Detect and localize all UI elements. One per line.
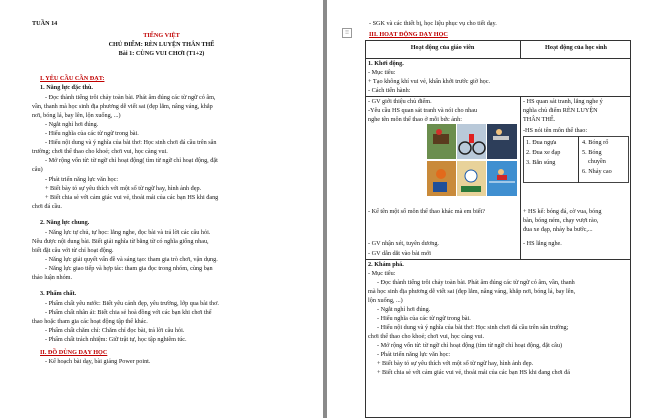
table-divider (365, 259, 631, 260)
text-line: trường; chơi thể thao cho khoẻ; chơi vui, học càng vui. (32, 148, 168, 155)
text-line: + Biết bày tỏ sự yêu thích với một số từ ngữ hay, hình ảnh đẹp. (377, 360, 534, 367)
table-divider (520, 96, 521, 259)
text-line: - SGK và các thiết bị, học liệu phục vụ cho tiết dạy. (369, 20, 497, 27)
text-line: + Biết bày tỏ sự yêu thích với một số từ ngữ hay, hình ảnh đẹp. (45, 185, 202, 192)
sport-item: 3. Bắn súng (526, 159, 556, 166)
subsection-heading: 3. Phẩm chất. (40, 290, 77, 297)
text-line: - Mục tiêu: (368, 270, 396, 277)
document-page-left (0, 0, 323, 418)
text-line: - Hiểu nghĩa của các từ ngữ trong bài. (377, 315, 471, 322)
subsection-heading: 1. Năng lực đặc thù. (40, 84, 93, 91)
text-line: - Năng lực giải quyết vấn đề và sáng tạo: tham gia trò chơi, vận dụng. (45, 256, 218, 263)
text-line: - Hiểu nội dung và ý nghĩa của bài thơ: Học sinh chơi đá cầu trên sân (45, 139, 217, 146)
text-line: vần, thanh mà học sinh địa phương dễ viết sai (đẹp lắm, nâng váng, khắp (32, 103, 213, 110)
text-line: - HS lắng nghe. (523, 240, 562, 247)
subject-title: TIẾNG VIỆT (143, 32, 180, 39)
document-page-right (327, 0, 650, 418)
text-line: biết đặt câu với từ chỉ hoạt động. (32, 247, 114, 254)
table-divider (578, 136, 579, 183)
table-move-handle[interactable]: ⁝⁝ (342, 28, 352, 38)
text-line: - Kể tên một số môn thể thao khác mà em biết? (368, 208, 486, 215)
text-line: nghe tên môn thể thao ở mỗi bức ảnh: (368, 116, 462, 123)
activity-title: 1. Khởi động. (368, 60, 404, 67)
subsection-heading: 2. Năng lực chung. (40, 219, 90, 226)
text-line: lộn xuống, ...) (368, 297, 403, 304)
column-header-student: Hoạt động của học sinh (545, 44, 607, 51)
column-header-teacher: Hoạt động của giáo viên (410, 44, 475, 51)
sport-item: 6. Nhảy cao (582, 168, 612, 175)
section-heading: II. ĐỒ DÙNG DẠY HỌC (40, 349, 108, 356)
activity-title: 2. Khám phá. (368, 261, 404, 268)
text-line: + HS kể: bóng đá, cờ vua, bóng (523, 208, 602, 215)
text-line: - GV giới thiệu chủ điểm. (368, 98, 432, 105)
sport-item: 5. Bóng (582, 149, 602, 156)
week-label: TUẦN 14 (32, 20, 58, 27)
text-line: chơi đá cầu. (32, 203, 62, 210)
text-line: - Năng lực giao tiếp và hợp tác: tham gia đọc trong nhóm, cùng bạn (45, 265, 213, 272)
text-line: - Kế hoạch bài dạy, bài giảng Power point. (45, 358, 151, 365)
text-line: chơi thể thao cho khoẻ; chơi vui, học càng vui. (368, 333, 484, 340)
text-line: thảo luận nhóm. (32, 274, 73, 281)
text-line: mà học sinh địa phương dễ viết sai (đẹp lắm, nâng váng, khắp nơi, bóng lá, bay lên, (368, 288, 576, 295)
theme-title: CHỦ ĐIỂM: RÈN LUYỆN THÂN THỂ (108, 41, 215, 48)
text-line: - Phẩm chất trách nhiệm: Giữ trật tự, học tập nghiêm túc. (45, 336, 187, 343)
section-heading: I. YÊU CẦU CẦN ĐẠT: (40, 75, 105, 82)
text-line: + Tạo không khí vui vẻ, khấn khởi trước giờ học. (368, 78, 491, 85)
text-line: - Hiểu nội dung và ý nghĩa của bài thơ: Học sinh chơi đá cầu trên sân trường; (377, 324, 569, 331)
text-line: - Năng lực tự chủ, tự học: lắng nghe, đọc bài và trả lời các câu hỏi. (45, 229, 211, 236)
text-line: - GV dẫn dắt vào bài mới (368, 250, 431, 257)
text-line: - HS quan sát tranh, lắng nghe ý (523, 98, 603, 105)
text-line: - Phẩm chất chăm chỉ: Chăm chỉ đọc bài, trả lời câu hỏi. (45, 327, 185, 334)
text-line: THÂN THỂ. (523, 116, 556, 123)
text-line: + Biết chia sẻ với cảm giác vui vẻ, thoải mái của các bạn HS khi đang chơi đá (377, 369, 571, 376)
text-line: - Ngắt nghỉ hơi đúng. (377, 306, 431, 313)
text-line: câu) (32, 166, 43, 173)
text-line: - GV nhận xét, tuyên dương. (368, 240, 439, 247)
section-heading: III. HOẠT ĐỘNG DẠY HỌC (369, 31, 448, 38)
sport-item: 2. Đua xe đạp (526, 149, 561, 156)
text-line: - Phát triển năng lực văn học: (377, 351, 451, 358)
text-line: - Phẩm chất yêu nước: Biết yêu cảnh đẹp, yêu trường, lớp qua bài thơ. (45, 300, 219, 307)
table-divider (365, 96, 631, 97)
sport-item: 4. Bóng rổ (582, 139, 609, 146)
text-line: - Đọc thành tiếng trôi chảy toàn bài. Phát âm đúng các từ ngữ có âm, vần, thanh (377, 279, 575, 286)
text-line: đua xe đạp, nhảy ba bước,... (523, 226, 593, 233)
text-line: -Yêu cầu HS quan sát tranh và nói cho nhau (368, 107, 478, 114)
text-line: - Phát triển năng lực văn học: (45, 176, 119, 183)
text-line: Nêu được nội dung bài. Biết giải nghĩa từ bằng từ có nghĩa giống nhau, (32, 238, 209, 245)
text-line: thao hoặc tham gia các hoạt động tập thể khác. (32, 318, 148, 325)
text-line: - Mở rộng vốn từ: từ ngữ chỉ hoạt động (tìm từ ngữ chỉ hoạt động, đặt câu) (377, 342, 563, 349)
text-line: - Hiểu nghĩa của các từ ngữ trong bài. (45, 130, 139, 137)
text-line: + Biết chia sẻ với cảm giác vui vẻ, thoải mái của các bạn HS khi đang (45, 194, 219, 201)
sport-item: chuyền (588, 158, 606, 165)
text-line: nơi, bóng lá, bay lên, lộn xuống, ...) (32, 112, 121, 119)
text-line: bàn, bóng ném, chạy vượt rào, (523, 217, 599, 224)
text-line: nghĩa chủ điểm RÈN LUYỆN (523, 107, 598, 114)
sport-item: 1. Đua ngựa (526, 139, 557, 146)
lesson-title: Bài 1: CÙNG VUI CHƠI (T1+2) (118, 50, 205, 57)
text-line: - Mục tiêu: (368, 69, 396, 76)
text-line: -HS nói tên môn thể thao: (523, 127, 588, 134)
sports-images (427, 124, 517, 196)
text-line: - Cách tiến hành: (368, 87, 411, 94)
table-divider (365, 58, 631, 59)
text-line: - Mở rộng vốn từ: từ ngữ chỉ hoạt động( tìm từ ngữ chỉ hoạt động, đặt (45, 157, 218, 164)
text-line: - Đọc thành tiếng trôi chảy toàn bài. Phát âm đúng các từ ngữ có âm, (45, 94, 216, 101)
text-line: - Phẩm chất nhân ái: Biết chia sẻ hoà đồng với các bạn khi chơi thể (45, 309, 212, 316)
text-line: - Ngắt nghỉ hơi đúng. (45, 121, 99, 128)
